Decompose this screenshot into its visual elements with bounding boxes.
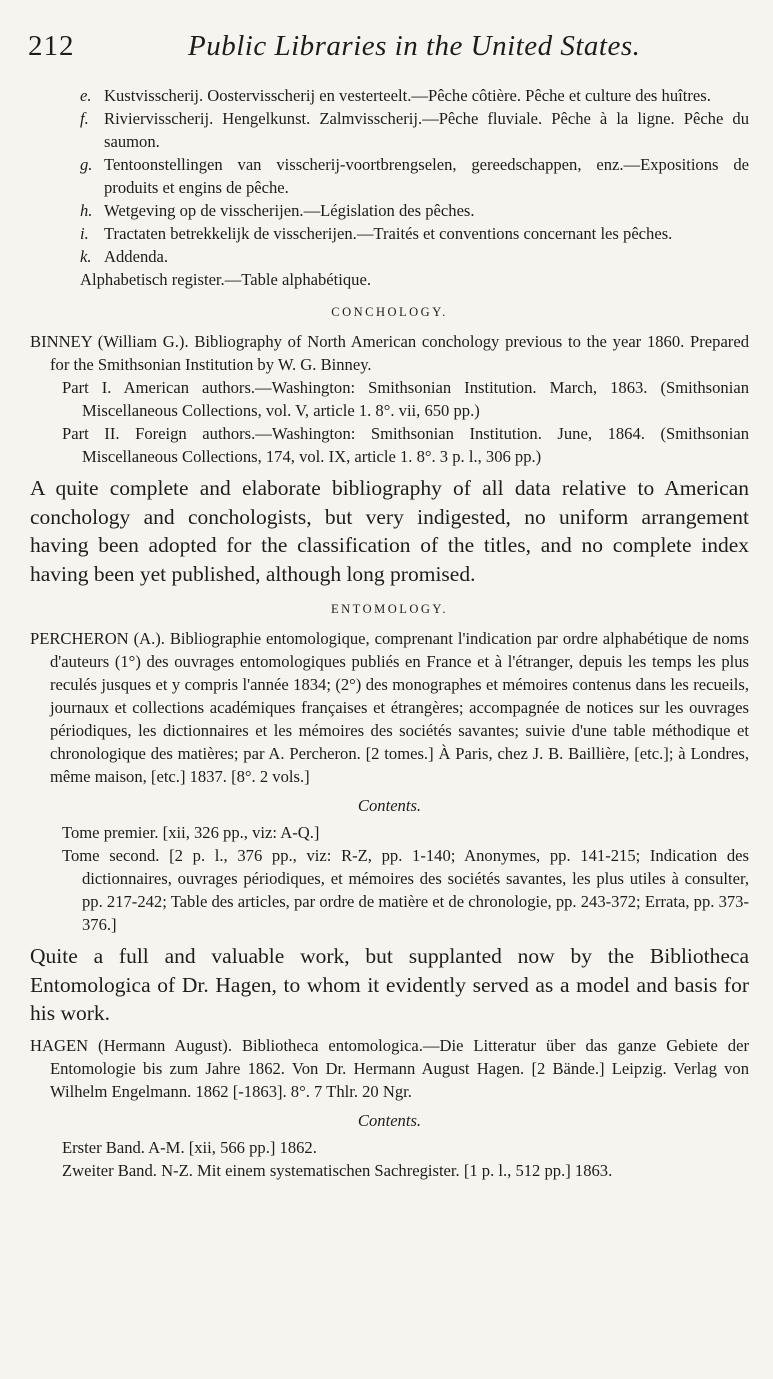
running-title: Public Libraries in the United States. [188,30,641,62]
section-heading-conchology: CONCHOLOGY. [331,305,448,319]
bibliography-entry-hagen: HAGEN (Hermann August). Bibliotheca entomologica.—Die Litteratur über das ganze Gebiete der Entomologie bis zum Jahre 1862. Von Dr. Hermann August Hagen. [2 Bände.] Leipzig. Verlag von Wilhelm Engelmann. 1862 [-1863]. 8°. 7 Thlr. 20 Ngr. [30,1035,749,1101]
list-item-label: i. [80,224,89,243]
list-item-text: Tentoonstellingen van visscherij-voortbrengselen, gereedschappen, enz.—Expositions de produits et engins de pêche. [104,155,749,197]
list-item [30,222,749,245]
contents-line: Tome premier. [xii, 326 pp., viz: A-Q.] [62,823,320,842]
list-item [30,84,749,107]
entry-part: Part I. American authors.—Washington: Smithsonian Institution. March, 1863. (Smithsonian Miscellaneous Collections, vol. V, article 1. 8°. vii, 650 pp.) [62,378,749,420]
list-section [30,84,749,291]
list-item-text: Tractaten betrekkelijk de visscherijen.—Traités et conventions concernant les pêches. [104,224,673,243]
bibliography-entry-binney: BINNEY (William G.). Bibliography of North American conchology previous to the year 1860. Prepared for the Smithsonian Institution by W. G. Binney. [30,332,749,374]
list-item-text: Wetgeving op de visscherijen.—Législation des pêches. [104,201,475,220]
contents-line: Tome second. [2 p. l., 376 pp., viz: R-Z, pp. 1-140; Anonymes, pp. 141-215; Indication des dictionnaires, ouvrages périodiques, et mémoires des sociétés savantes, les plus utiles à consulter, pp. 217-242; Table des articles, par ordre de matière et de chronologie, pp. 243-372; Errata, pp. 373-376.] [62,846,749,934]
list-item [30,153,749,199]
section-heading-entomology: ENTOMOLOGY. [331,602,448,616]
entry-part: Part II. Foreign authors.—Washington: Smithsonian Institution. June, 1864. (Smithsonian Miscellaneous Collections, 174, vol. IX, article 1. 8°. 3 p. l., 306 pp.) [62,424,749,466]
list-item-label: f. [80,109,89,128]
page-body [30,84,749,1182]
alphabetical-register: Alphabetisch register.—Table alphabétique. [80,270,371,289]
list-item-label: e. [80,86,92,105]
editorial-comment-entomology: Quite a full and valuable work, but supplanted now by the Bibliotheca Entomologica of Dr. Hagen, to whom it evidently served as a model and basis for his work. [30,944,749,1025]
list-item [30,107,749,153]
contents-heading: Contents. [357,1110,422,1130]
editorial-comment-conchology: A quite complete and elaborate bibliography of all data relative to American conchology and conchologists, but very indigested, no uniform arrangement having been adopted for the classification of the titles, and no complete index having been yet published, although long promised. [30,476,749,586]
list-item-label: k. [80,247,92,266]
page-header [28,30,753,70]
bibliography-entry-percheron: PERCHERON (A.). Bibliographie entomologique, comprenant l'indication par ordre alphabétique de noms d'auteurs (1°) des ouvrages entomologiques publiés en France et à l'étranger, depuis les temps les plus reculés jusques et y compris l'année 1834; (2°) des monographes et mémoires contenus dans les recueils, journaux et collections académiques françaises et étrangères; accompagnée de notices sur les ouvrages périodiques, les dictionnaires et les mémoires des sociétés savantes; suivie d'une table méthodique et chronologique des matières; par A. Percheron. [2 tomes.] À Paris, chez J. B. Baillière, [etc.]; à Londres, même maison, [etc.] 1837. [8°. 2 vols.] [30,629,749,786]
list-item [30,199,749,222]
contents-heading: Contents. [357,796,422,815]
list-item-text: Addenda. [104,247,169,266]
list-item-text: Kustvisscherij. Oostervisscherij en vesterteelt.—Pêche côtière. Pêche et culture des huîtres. [104,86,711,105]
list-item-text: Riviervisscherij. Hengelkunst. Zalmvisscherij.—Pêche fluviale. Pêche à la ligne. Pêche du saumon. [104,109,749,151]
list-item [30,245,749,268]
contents-line: Zweiter Band. N-Z. Mit einem systematischen Sachregister. [1 p. l., 512 pp.] 1863. [62,1160,613,1180]
page-number: 212 [28,30,75,62]
contents-line: Erster Band. A-M. [xii, 566 pp.] 1862. [62,1137,317,1157]
list-item-label: h. [80,201,93,220]
list-item-label: g. [80,155,93,174]
